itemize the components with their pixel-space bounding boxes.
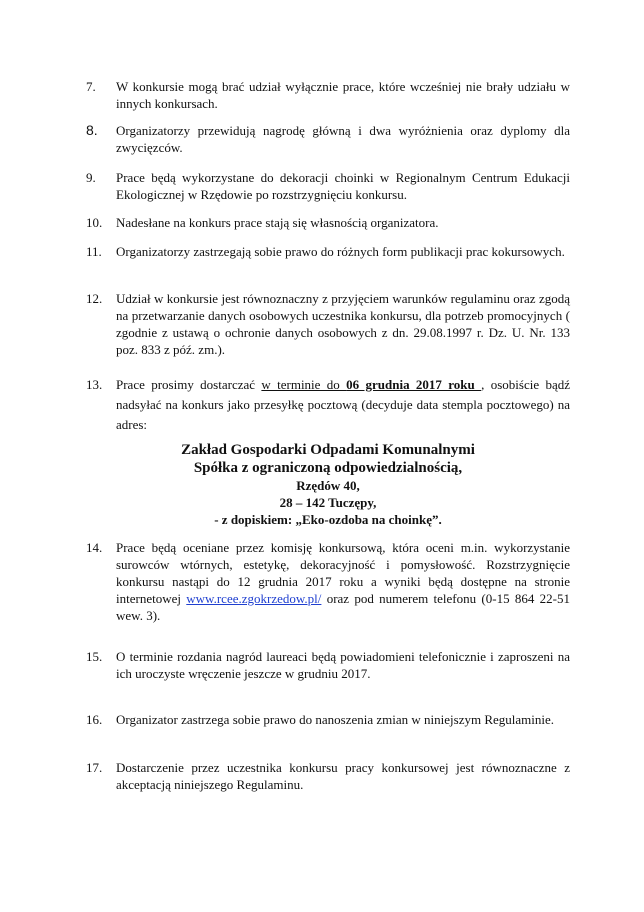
address-street: Rzędów 40, [296, 478, 360, 493]
item-number: 15. [86, 649, 103, 664]
address-company: Zakład Gospodarki Odpadami Komunalnymi [181, 442, 475, 458]
list-item-7 [86, 78, 570, 112]
item-text [116, 539, 570, 624]
item-number: 12. [86, 291, 103, 306]
item-number: 9. [86, 170, 96, 185]
list-item-16 [86, 711, 570, 728]
item-text: Prace będą wykorzystane do dekoracji choinki w Regionalnym Centrum Edukacji Ekologicznej w Rzędowie po rozstrzygnięciu konkursu. [116, 170, 570, 202]
item-number: 14. [86, 540, 103, 555]
item-text: Organizator zastrzega sobie prawo do nanoszenia zmian w niniejszym Regulaminie. [116, 712, 555, 727]
address-postal: 28 – 142 Tuczępy, [279, 495, 377, 510]
item-text-part: Prace prosimy dostarczać [116, 377, 262, 392]
item-number: 17. [86, 760, 103, 775]
address-block [86, 441, 570, 528]
item-text-part: Prace będą oceniane przez komisję konkursową, która oceni m.in. wykorzystanie surowców wtórnych, estetykę, dekoracyjność i pomysłowość. Rozstrzygnięcie konkursu nastąpi do 12 grudnia 2017 roku a wyniki będą dostępne na stronie internetowej [116, 540, 570, 606]
list-item-8 [86, 122, 570, 156]
list-item-10 [86, 214, 570, 231]
item-text: Udział w konkursie jest równoznaczny z przyjęciem warunków regulaminu oraz zgodą na przetwarzanie danych osobowych uczestnika konkursu, dla potrzeb promocyjnych ( zgodnie z ustawą o ochronie danych osobowych z dn. 29.08.1997 r. Dz. U. Nr. 133 poz. 833 z póź. zm.). [116, 291, 570, 357]
address-note: - z dopiskiem: „Eko-ozdoba na choinkę”. [214, 512, 442, 527]
item-text: O terminie rozdania nagród laureaci będą powiadomieni telefonicznie i zaproszeni na ich uroczyste wręczenie jeszcze w grudniu 2017. [116, 649, 570, 681]
item-number: 10. [86, 215, 103, 230]
list-item-9 [86, 169, 570, 203]
address-company-type: Spółka z ograniczoną odpowiedzialnością, [193, 460, 463, 476]
list-item-12 [86, 290, 570, 358]
item-text-part: , osobiście bądź nadsyłać na konkurs jako przesyłkę pocztową (decyduje data stempla pocztowego) na adres: [116, 377, 570, 432]
item-text: Nadesłane na konkurs prace stają się własnością organizatora. [116, 215, 439, 230]
item-number: 13. [86, 377, 103, 392]
item-number: 8. [86, 122, 98, 138]
item-text: Dostarczenie przez uczestnika konkursu pracy konkursowej jest równoznaczne z akceptacją niniejszego Regulaminu. [116, 760, 570, 792]
list-item-11 [86, 243, 570, 260]
item-text [116, 375, 570, 435]
website-link[interactable]: www.rcee.zgokrzedow.pl/ [186, 591, 322, 606]
list-item-13 [86, 375, 570, 435]
deadline-date: 06 grudnia 2017 roku [346, 377, 482, 392]
item-text: Organizatorzy zastrzegają sobie prawo do różnych form publikacji prac kokursowych. [116, 244, 565, 259]
list-item-14 [86, 539, 570, 624]
item-text: W konkursie mogą brać udział wyłącznie prace, które wcześniej nie brały udziału w innych konkursach. [116, 79, 570, 111]
item-number: 7. [86, 79, 96, 94]
list-item-17 [86, 759, 570, 793]
deadline-underlined: w terminie do [261, 377, 347, 392]
item-text: Organizatorzy przewidują nagrodę główną i dwa wyróżnienia oraz dyplomy dla zwycięzców. [116, 123, 570, 155]
item-text-part: oraz pod numerem telefonu (0-15 864 22-51 wew. 3). [116, 591, 570, 623]
list-item-15 [86, 648, 570, 682]
item-number: 11. [86, 244, 102, 259]
item-number: 16. [86, 712, 103, 727]
